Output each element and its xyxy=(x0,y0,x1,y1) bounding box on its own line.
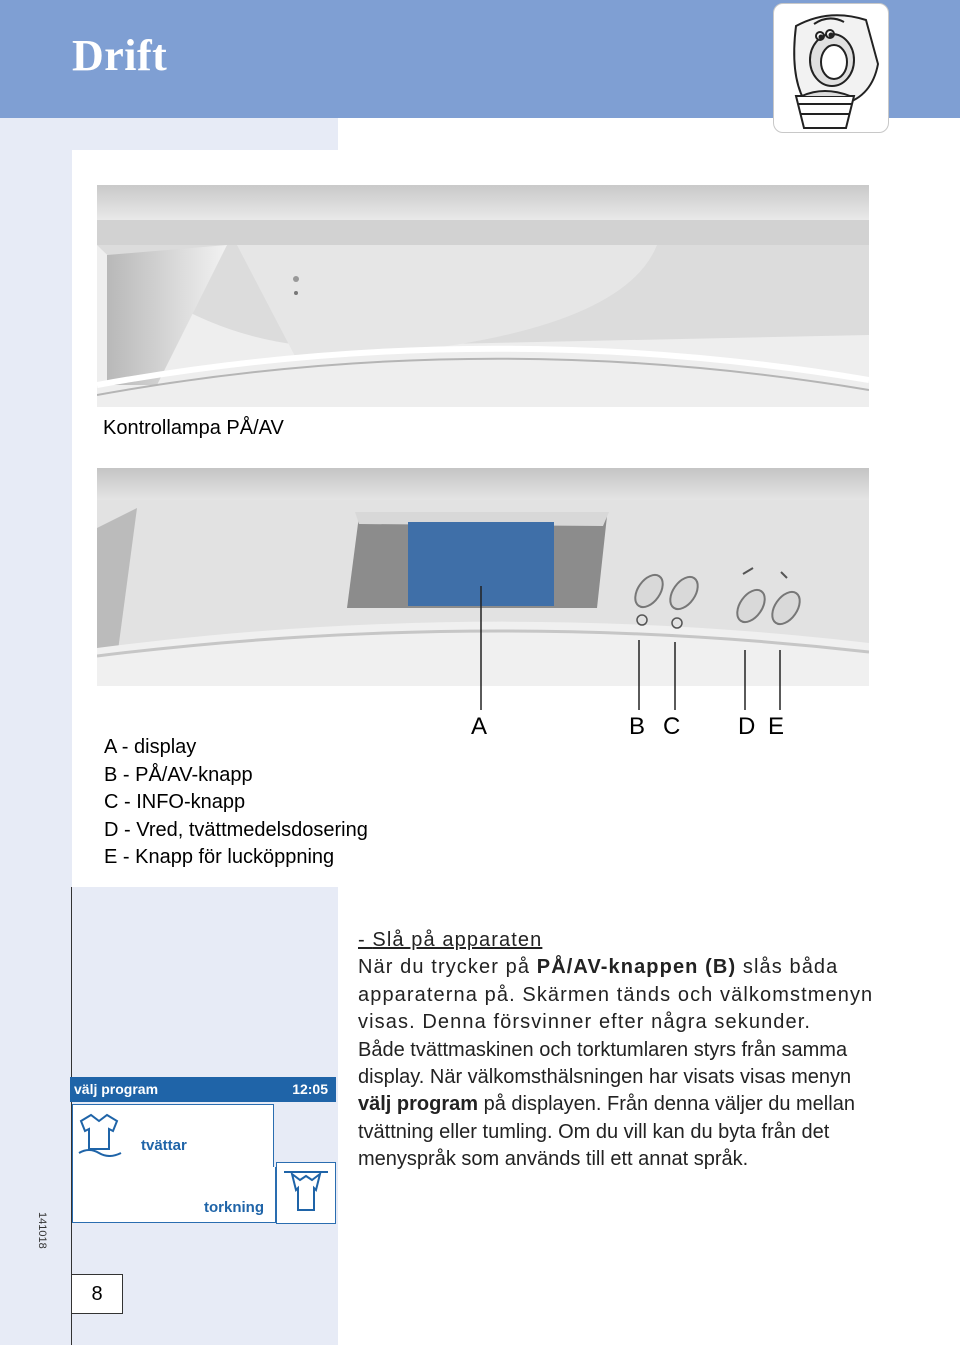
heading-text: Slå på apparaten xyxy=(372,929,543,951)
legend-item: A - display xyxy=(104,736,197,758)
legend-item: C - INFO-knapp xyxy=(104,791,246,813)
menu-item-drying-label: torkning xyxy=(204,1199,264,1216)
drying-shirt-icon xyxy=(280,1166,332,1218)
paragraph-1 xyxy=(358,954,878,1036)
p2-text-c: på displayen. Från denna väljer du mellan tvättning eller tumling. Om du vill kan du byta från det menyspråk som används till ett annat språk. xyxy=(358,1093,855,1171)
menu-item-drying[interactable] xyxy=(276,1162,336,1224)
menu-item-washing-label: tvättar xyxy=(141,1137,187,1154)
document-code: 141018 xyxy=(36,1212,48,1249)
legend-item: E - Knapp för lucköppning xyxy=(104,846,335,868)
shirt-wash-icon xyxy=(75,1111,127,1157)
instructions xyxy=(358,927,878,1174)
page-number: 8 xyxy=(71,1274,123,1314)
paragraph-2 xyxy=(358,1037,878,1174)
callout-lines xyxy=(470,580,790,715)
callout-c: C xyxy=(663,713,681,740)
callout-e: E xyxy=(768,713,785,740)
p1-text-a: När du trycker på xyxy=(358,956,537,979)
p2-text-a: Både tvättmaskinen och torktumlaren styrs från samma display. När välkomsthälsningen har visats visas menyn xyxy=(358,1038,852,1089)
lamp-caption: Kontrollampa PÅ/AV xyxy=(103,417,284,439)
heading-dash: - xyxy=(358,929,373,951)
display-title: välj program xyxy=(74,1081,159,1097)
legend-item: D - Vred, tvättmedelsdosering xyxy=(104,818,368,841)
legend-list xyxy=(104,734,368,872)
legend-item: B - PÅ/AV-knapp xyxy=(104,763,253,786)
display-menu-screenshot xyxy=(70,1077,336,1224)
section-heading xyxy=(358,927,878,954)
menu-item-washing[interactable] xyxy=(72,1104,274,1168)
callout-b: B xyxy=(629,713,646,740)
panel-lamp-photo xyxy=(97,185,869,407)
callout-a: A xyxy=(471,713,488,740)
p2-bold: välj program xyxy=(358,1093,479,1116)
display-title-bar xyxy=(70,1077,336,1102)
washing-machine-cartoon-icon xyxy=(774,4,888,132)
p1-bold: PÅ/AV-knappen (B) xyxy=(536,956,737,979)
callout-d: D xyxy=(738,713,756,740)
p1-text-c: slås båda apparaterna på. Skärmen tänds och välkomstmenyn visas. Denna försvinner efter några sekunder. xyxy=(358,956,874,1034)
display-time: 12:05 xyxy=(292,1081,328,1097)
page-title: Drift xyxy=(72,31,168,80)
washing-machine-logo xyxy=(773,3,889,133)
